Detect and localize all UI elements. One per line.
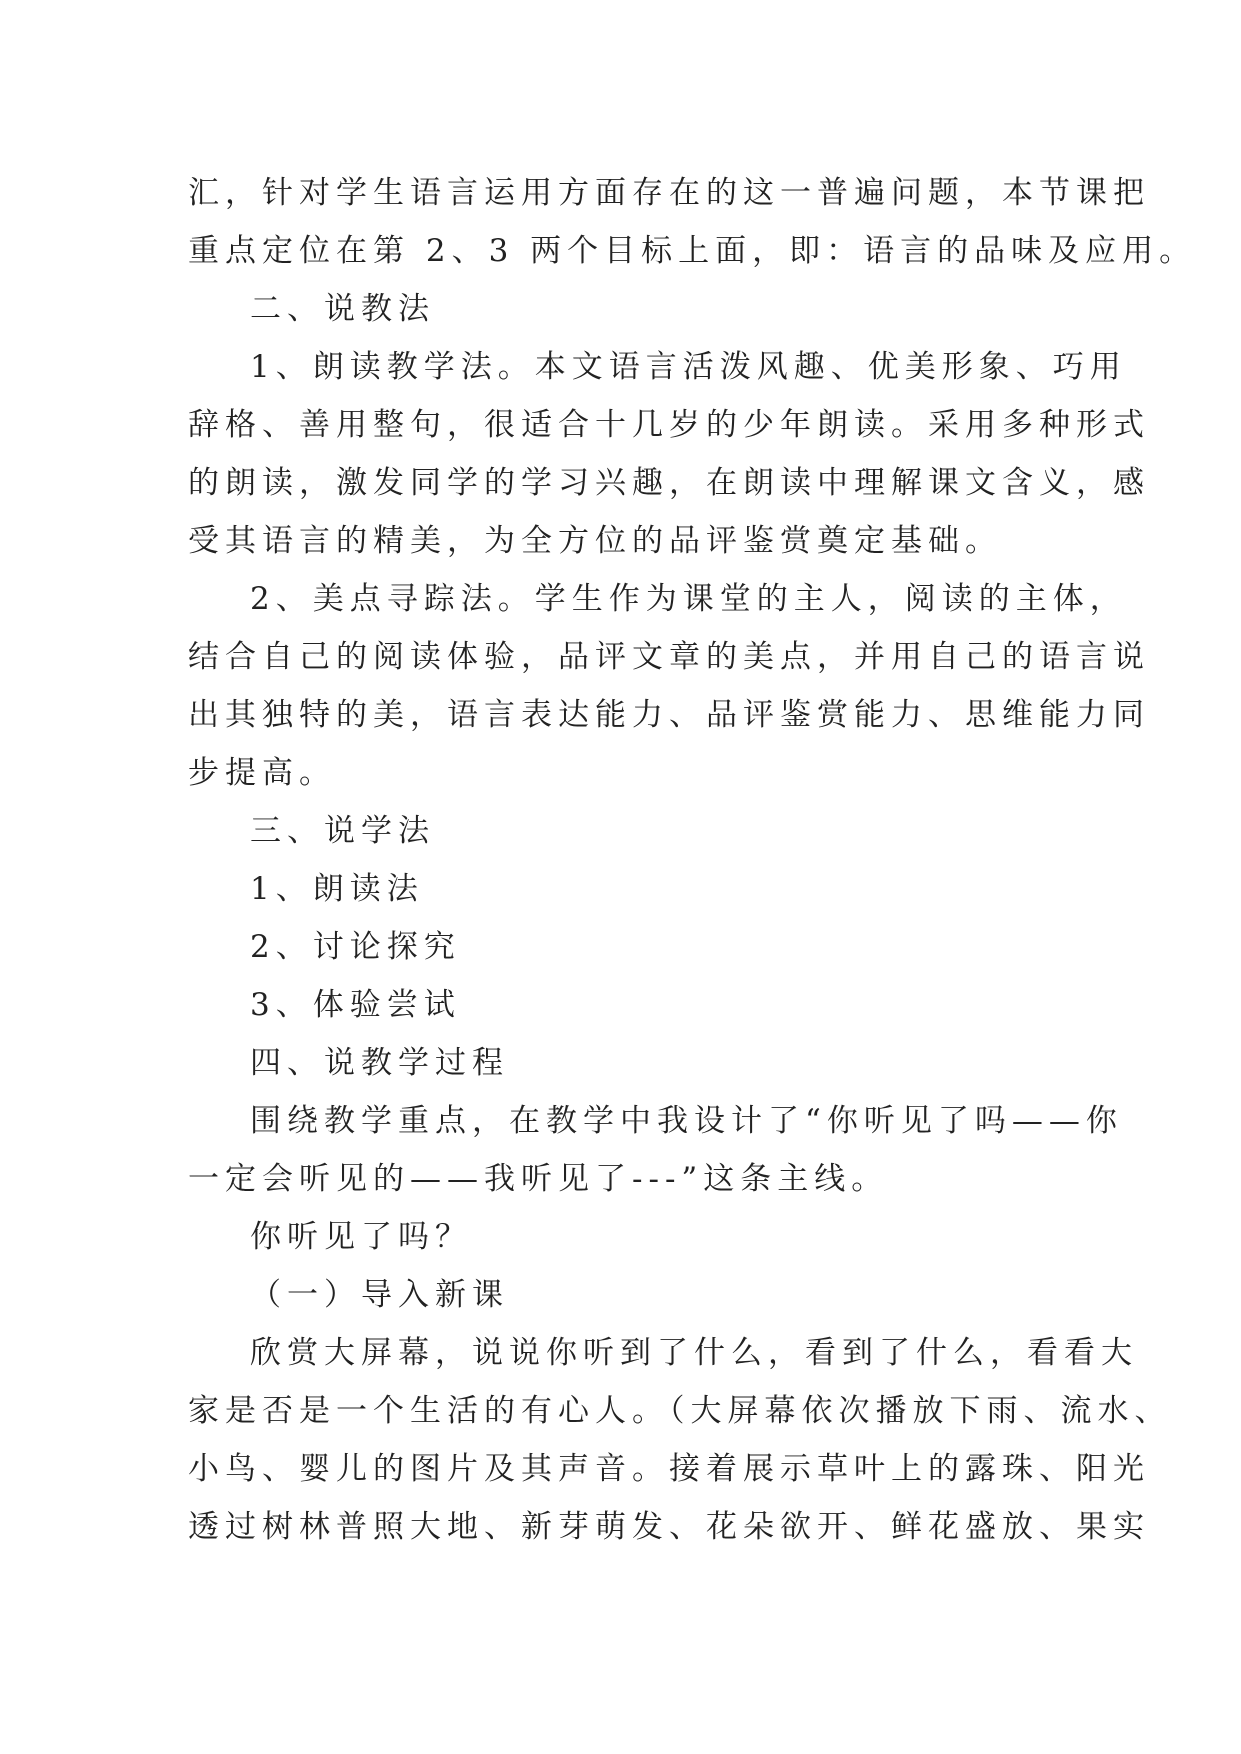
text-line: 受其语言的精美，为全方位的品评鉴赏奠定基础。 <box>188 523 1002 559</box>
text-line: 步提高。 <box>188 755 336 791</box>
paragraph <box>188 280 1068 338</box>
paragraph <box>188 1092 1123 1150</box>
document-body <box>188 164 1197 1556</box>
text-line: 你听见了吗？ <box>250 1219 472 1255</box>
paragraph <box>188 1208 1068 1266</box>
paragraph <box>188 1034 1068 1092</box>
text-line: 结合自己的阅读体验，品评文章的美点，并用自己的语言说 <box>188 639 1150 675</box>
paragraph <box>188 1150 1068 1208</box>
text-line: 一定会听见的——我听见了---”这条主线。 <box>188 1161 889 1197</box>
text-line: 3、体验尝试 <box>250 987 461 1023</box>
paragraph <box>188 918 1068 976</box>
text-line: 四、说教学过程 <box>250 1045 509 1081</box>
text-line: 出其独特的美，语言表达能力、品评鉴赏能力、思维能力同 <box>188 697 1150 733</box>
text-line: 的朗读，激发同学的学习兴趣，在朗读中理解课文含义，感 <box>188 465 1150 501</box>
paragraph <box>188 628 1150 802</box>
text-line: 家是否是一个生活的有心人。（大屏幕依次播放下雨、流水、 <box>188 1393 1172 1429</box>
text-line: 2、讨论探究 <box>250 929 461 965</box>
text-line: 欣赏大屏幕，说说你听到了什么，看到了什么，看看大 <box>250 1335 1138 1371</box>
paragraph <box>188 802 1068 860</box>
paragraph <box>188 1266 1068 1324</box>
text-line: 重点定位在第 2、3 两个目标上面，即：语言的品味及应用。 <box>188 233 1197 269</box>
text-line: 三、说学法 <box>250 813 435 849</box>
text-line: 透过树林普照大地、新芽萌发、花朵欲开、鲜花盛放、果实 <box>188 1509 1150 1545</box>
text-line: 围绕教学重点，在教学中我设计了“你听见了吗——你 <box>250 1103 1123 1139</box>
text-line: （一）导入新课 <box>250 1277 509 1313</box>
paragraph <box>188 164 1197 280</box>
text-line: 二、说教法 <box>250 291 435 327</box>
paragraph <box>188 976 1068 1034</box>
text-line: 小鸟、婴儿的图片及其声音。接着展示草叶上的露珠、阳光 <box>188 1451 1150 1487</box>
paragraph <box>188 396 1150 570</box>
text-line: 1、朗读法 <box>250 871 424 907</box>
paragraph <box>188 1324 1138 1382</box>
paragraph <box>188 1382 1172 1556</box>
text-line: 2、美点寻踪法。学生作为课堂的主人，阅读的主体， <box>250 581 1127 617</box>
text-line: 1、朗读教学法。本文语言活泼风趣、优美形象、巧用 <box>250 349 1127 385</box>
paragraph <box>188 338 1127 396</box>
text-line: 汇，针对学生语言运用方面存在的这一普遍问题，本节课把 <box>188 175 1150 211</box>
paragraph <box>188 860 1068 918</box>
text-line: 辞格、善用整句，很适合十几岁的少年朗读。采用多种形式 <box>188 407 1150 443</box>
paragraph <box>188 570 1127 628</box>
